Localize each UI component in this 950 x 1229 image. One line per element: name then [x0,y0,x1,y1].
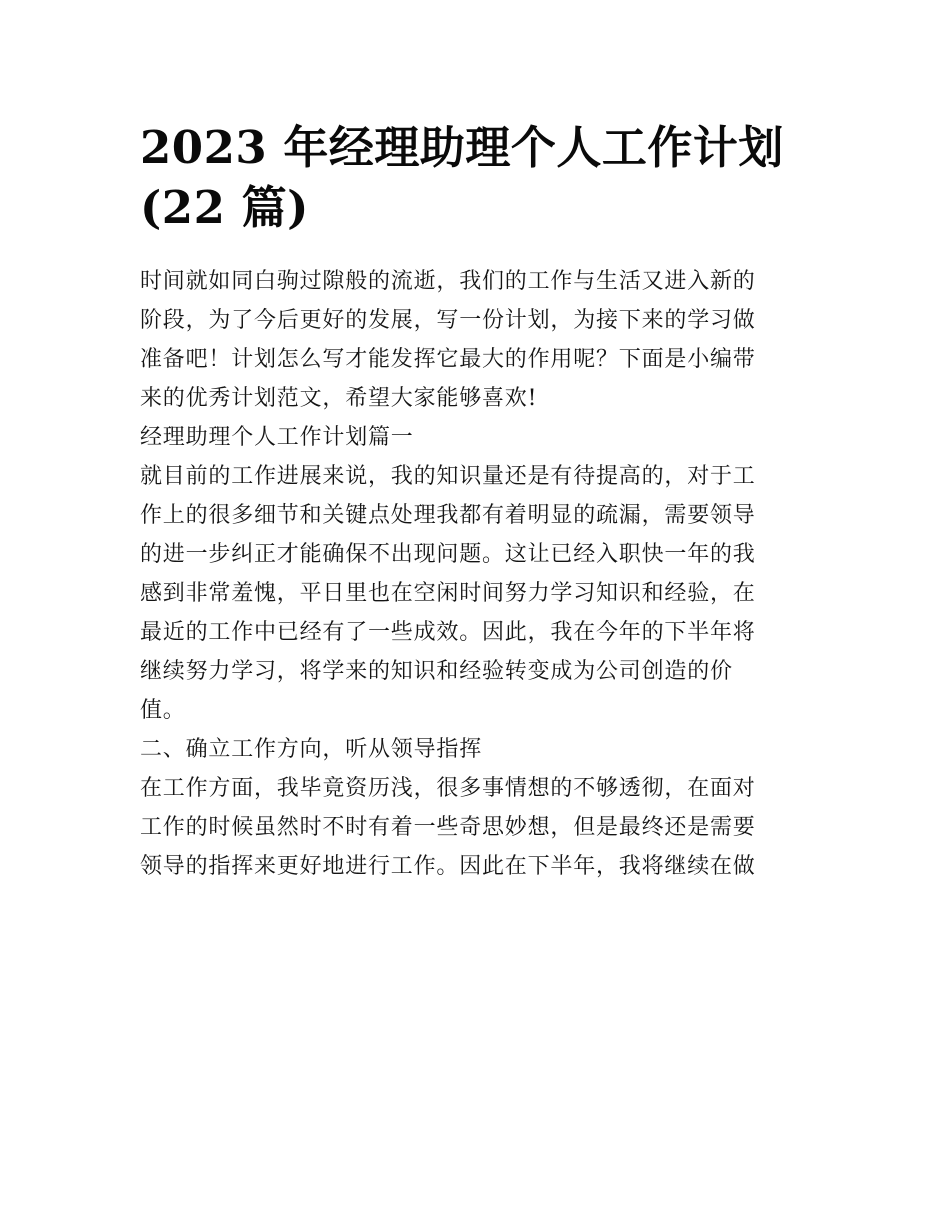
text-line: 继续努力学习，将学来的知识和经验转变成为公司创造的价 [140,659,733,684]
heading-text: 二、确立工作方向，听从领导指挥 [140,737,483,762]
text-line: 在工作方面，我毕竟资历浅，很多事情想的不够透彻，在面对 [140,776,756,801]
document-body [140,118,815,886]
title-line: 2023 年经理助理个人工作计划 [140,121,784,174]
text-line: 准备吧！计划怎么写才能发挥它最大的作用呢？下面是小编带 [140,347,756,372]
text-line: 时间就如同白驹过隙般的流逝，我们的工作与生活又进入新的 [140,269,756,294]
text-line: 来的优秀计划范文，希望大家能够喜欢! [140,386,538,411]
intro-paragraph [140,262,815,418]
text-line: 值。 [140,698,186,723]
body-paragraph [140,457,815,730]
text-line: 最近的工作中已经有了一些成效。因此，我在今年的下半年将 [140,620,756,645]
text-line: 工作的时候虽然时不时有着一些奇思妙想，但是最终还是需要 [140,815,756,840]
text-line: 就目前的工作进展来说，我的知识量还是有待提高的，对于工 [140,464,756,489]
title-line: (22 篇) [140,181,309,234]
text-line: 领导的指挥来更好地进行工作。因此在下半年，我将继续在做 [140,854,756,879]
text-line: 的进一步纠正才能确保不出现问题。这让已经入职快一年的我 [140,542,756,567]
document-title [140,118,815,238]
section-heading [140,418,815,457]
subheading [140,730,815,769]
text-line: 感到非常羞愧，平日里也在空闲时间努力学习知识和经验，在 [140,581,756,606]
heading-text: 经理助理个人工作计划篇一 [140,425,414,450]
text-line: 阶段，为了今后更好的发展，写一份计划，为接下来的学习做 [140,308,756,333]
body-paragraph [140,769,815,886]
text-line: 作上的很多细节和关键点处理我都有着明显的疏漏，需要领导 [140,503,756,528]
